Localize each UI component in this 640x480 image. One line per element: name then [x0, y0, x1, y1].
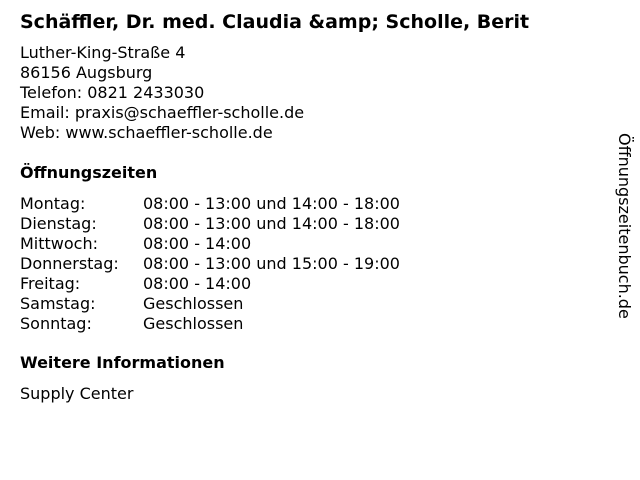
- opening-hours-list: [20, 194, 400, 334]
- time-range: 08:00 - 14:00: [143, 274, 252, 293]
- hours-row-tuesday: [20, 214, 400, 234]
- hours-row-saturday: [20, 294, 400, 314]
- day-label: Samstag:: [20, 294, 96, 313]
- day-label: Freitag:: [20, 274, 81, 293]
- hours-row-monday: [20, 194, 400, 214]
- time-range: 08:00 - 13:00 und 14:00 - 18:00: [143, 194, 400, 213]
- time-range: 08:00 - 13:00 und 14:00 - 18:00: [143, 214, 400, 233]
- day-label: Dienstag:: [20, 214, 97, 233]
- email-address: Email: praxis@schaeffler-scholle.de: [20, 103, 305, 122]
- site-brand-vertical: Öffnungszeitenbuch.de: [615, 133, 634, 319]
- day-label: Mittwoch:: [20, 234, 98, 253]
- hours-row-thursday: [20, 254, 400, 274]
- practice-title: Schäffler, Dr. med. Claudia &amp; Scholle, Berit: [20, 11, 530, 33]
- hours-row-sunday: [20, 314, 400, 334]
- more-info-heading: Weitere Informationen: [20, 353, 225, 372]
- time-range: 08:00 - 13:00 und 15:00 - 19:00: [143, 254, 400, 273]
- address-block: [20, 43, 304, 143]
- more-info-text: Supply Center: [20, 384, 134, 403]
- street-address: Luther-King-Straße 4: [20, 43, 186, 62]
- day-label: Montag:: [20, 194, 86, 213]
- hours-row-wednesday: [20, 234, 400, 254]
- website-address: Web: www.schaeffler-scholle.de: [20, 123, 273, 142]
- phone-number: Telefon: 0821 2433030: [20, 83, 205, 102]
- time-range: Geschlossen: [143, 314, 244, 333]
- city-address: 86156 Augsburg: [20, 63, 153, 82]
- opening-hours-heading: Öffnungszeiten: [20, 163, 158, 182]
- time-range: Geschlossen: [143, 294, 244, 313]
- hours-row-friday: [20, 274, 400, 294]
- day-label: Donnerstag:: [20, 254, 119, 273]
- time-range: 08:00 - 14:00: [143, 234, 252, 253]
- day-label: Sonntag:: [20, 314, 92, 333]
